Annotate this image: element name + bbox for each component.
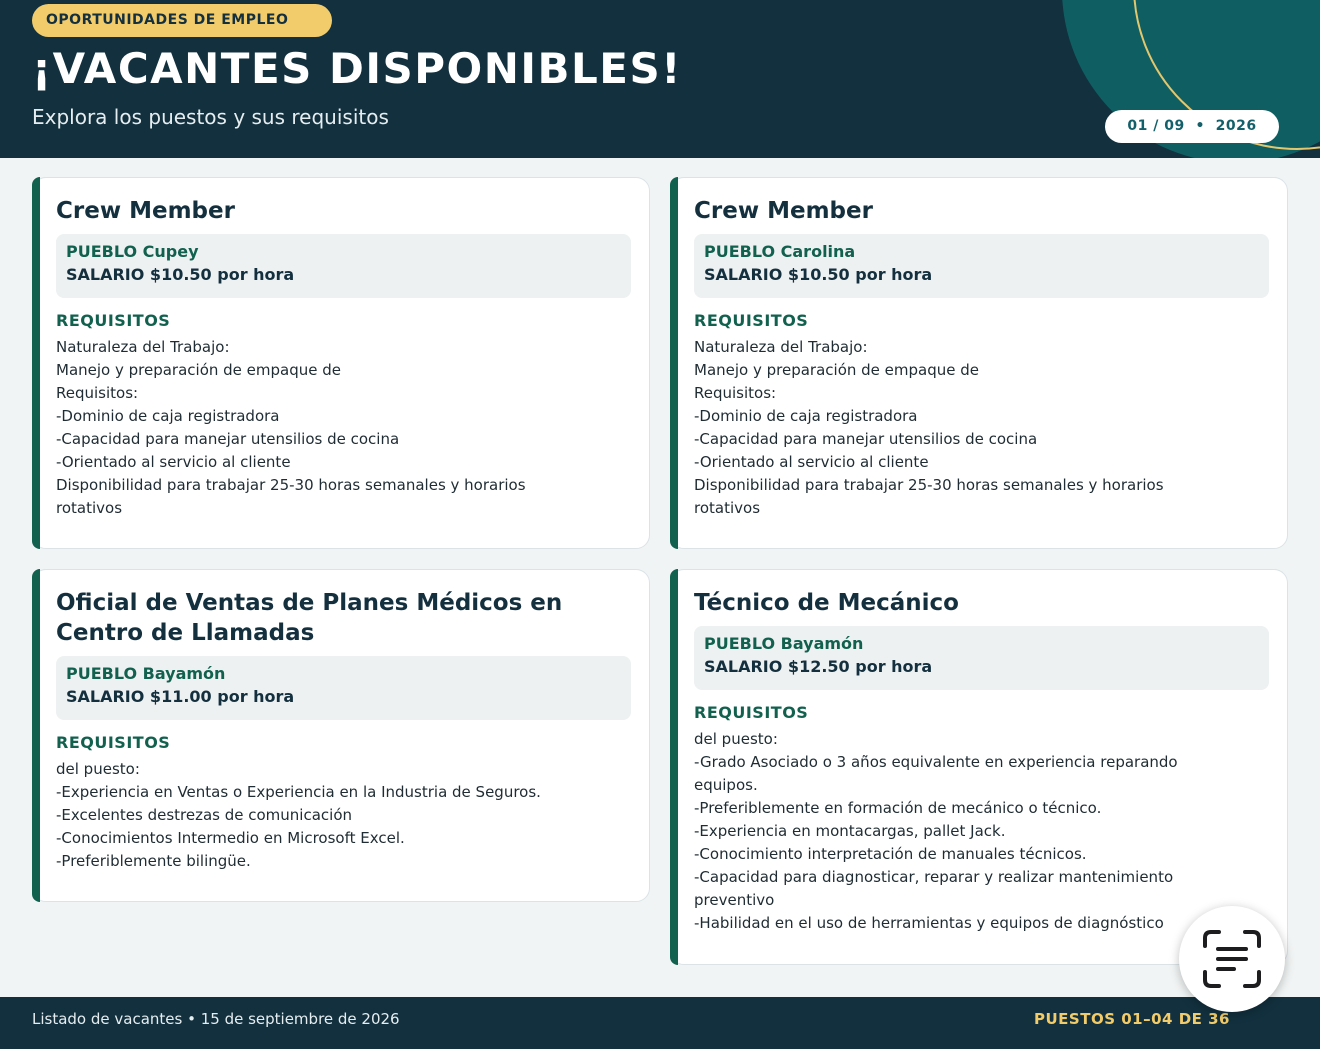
requirement-line: del puesto:: [56, 760, 140, 778]
requirement-line: -Capacidad para manejar utensilios de cocina: [694, 430, 1038, 448]
job-info-box: [694, 234, 1269, 298]
requirement-line: Requisitos:: [694, 384, 777, 402]
requirement-line: -Experiencia en Ventas o Experiencia en la Industria de Seguros.: [56, 783, 541, 801]
footer-caption: Listado de vacantes • 15 de septiembre de 2026: [32, 1010, 400, 1028]
requirement-line: Disponibilidad para trabajar 25-30 horas semanales y horarios: [694, 476, 1164, 494]
scan-text-button[interactable]: [1179, 906, 1285, 1012]
job-location: PUEBLO Bayamón: [704, 634, 864, 653]
requirement-line: -Preferiblemente bilingüe.: [56, 852, 251, 870]
page-counter: PUESTOS 01–04 DE 36: [1034, 1010, 1230, 1028]
requirement-line: Requisitos:: [56, 384, 139, 402]
job-title: [56, 588, 631, 648]
category-tag: OPORTUNIDADES DE EMPLEO: [32, 4, 332, 37]
requirement-line: rotativos: [694, 499, 761, 517]
job-card: [670, 569, 1288, 965]
page-header: [0, 0, 1320, 158]
requirement-line: Manejo y preparación de empaque de: [56, 361, 341, 379]
job-location: PUEBLO Cupey: [66, 242, 199, 261]
job-info-box: [56, 656, 631, 720]
job-info-box: [694, 626, 1269, 690]
job-salary: SALARIO $11.00 por hora: [66, 687, 295, 706]
requirements-heading: REQUISITOS: [694, 311, 809, 330]
job-salary: SALARIO $12.50 por hora: [704, 657, 933, 676]
requirement-line: -Grado Asociado o 3 años equivalente en experiencia reparando: [694, 753, 1178, 771]
requirements-heading: REQUISITOS: [694, 703, 809, 722]
requirement-line: -Capacidad para diagnosticar, reparar y realizar mantenimiento: [694, 868, 1174, 886]
page-subtitle: Explora los puestos y sus requisitos: [32, 105, 389, 129]
requirement-line: del puesto:: [694, 730, 778, 748]
requirement-line: Naturaleza del Trabajo:: [56, 338, 230, 356]
job-info-box: [56, 234, 631, 298]
job-salary: SALARIO $10.50 por hora: [704, 265, 933, 284]
requirement-line: -Capacidad para manejar utensilios de cocina: [56, 430, 400, 448]
page-footer: [0, 997, 1320, 1049]
requirement-line: -Orientado al servicio al cliente: [694, 453, 929, 471]
requirements-heading: REQUISITOS: [56, 733, 171, 752]
job-title-line: Oficial de Ventas de Planes Médicos en: [56, 590, 563, 616]
job-location: PUEBLO Carolina: [704, 242, 856, 261]
job-location: PUEBLO Bayamón: [66, 664, 226, 683]
requirement-line: -Orientado al servicio al cliente: [56, 453, 291, 471]
job-title: Crew Member: [56, 198, 235, 224]
requirements-heading: REQUISITOS: [56, 311, 171, 330]
page-title: ¡VACANTES DISPONIBLES!: [32, 44, 682, 93]
scan-text-icon: [1201, 928, 1263, 990]
requirement-line: -Conocimiento interpretación de manuales técnicos.: [694, 845, 1087, 863]
requirement-line: -Excelentes destrezas de comunicación: [56, 806, 353, 824]
job-card: [670, 177, 1288, 549]
requirement-line: Disponibilidad para trabajar 25-30 horas semanales y horarios: [56, 476, 526, 494]
requirement-line: -Preferiblemente en formación de mecánico o técnico.: [694, 799, 1102, 817]
job-card: [32, 177, 650, 549]
requirement-line: preventivo: [694, 891, 775, 909]
requirement-line: Naturaleza del Trabajo:: [694, 338, 868, 356]
job-title: Crew Member: [694, 198, 873, 224]
requirement-line: equipos.: [694, 776, 758, 794]
job-card: [32, 569, 650, 902]
requirement-line: -Habilidad en el uso de herramientas y equipos de diagnóstico: [694, 914, 1164, 932]
job-title: Técnico de Mecánico: [694, 590, 959, 616]
date-badge: 01 / 09 • 2026: [1105, 110, 1279, 143]
job-title-line: Centro de Llamadas: [56, 620, 315, 646]
requirement-line: -Conocimientos Intermedio en Microsoft Excel.: [56, 829, 405, 847]
requirement-line: -Experiencia en montacargas, pallet Jack.: [694, 822, 1006, 840]
requirement-line: -Dominio de caja registradora: [56, 407, 280, 425]
job-salary: SALARIO $10.50 por hora: [66, 265, 295, 284]
requirement-line: rotativos: [56, 499, 123, 517]
requirement-line: Manejo y preparación de empaque de: [694, 361, 979, 379]
requirement-line: -Dominio de caja registradora: [694, 407, 918, 425]
